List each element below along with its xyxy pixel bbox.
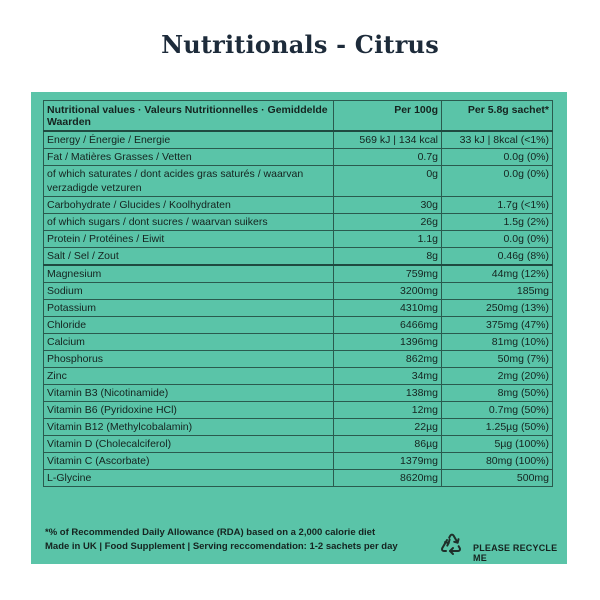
nutrient-name: Vitamin B3 (Nicotinamide) (44, 385, 334, 402)
value-per-100g: 8g (334, 248, 442, 266)
table-row (44, 214, 553, 231)
nutrient-name: Carbohydrate / Glucides / Koolhydraten (44, 197, 334, 214)
nutrient-name: Magnesium (44, 265, 334, 283)
table-row (44, 334, 553, 351)
made-in-uk-note: Made in UK | Food Supplement | Serving reccomendation: 1-2 sachets per day (45, 541, 398, 552)
value-per-sachet: 1.7g (<1%) (442, 197, 553, 214)
nutrient-name: of which saturates / dont acides gras saturés / waarvan verzadigde vetzuren (44, 166, 334, 197)
value-per-sachet: 1.25µg (50%) (442, 419, 553, 436)
table-row (44, 317, 553, 334)
value-per-sachet: 375mg (47%) (442, 317, 553, 334)
value-per-100g: 138mg (334, 385, 442, 402)
value-per-sachet: 44mg (12%) (442, 265, 553, 283)
nutrient-name: Salt / Sel / Zout (44, 248, 334, 266)
nutrient-name: Vitamin B12 (Methylcobalamin) (44, 419, 334, 436)
table-row (44, 368, 553, 385)
value-per-100g: 22µg (334, 419, 442, 436)
nutrient-name: Calcium (44, 334, 334, 351)
nutrient-name: Phosphorus (44, 351, 334, 368)
nutrient-name: Energy / Énergie / Energie (44, 131, 334, 149)
value-per-100g: 0.7g (334, 149, 442, 166)
table-row (44, 385, 553, 402)
table-row (44, 166, 553, 197)
nutrient-name: Potassium (44, 300, 334, 317)
table-row (44, 131, 553, 149)
value-per-100g: 8620mg (334, 470, 442, 487)
table-row (44, 197, 553, 214)
recycle-icon (439, 532, 463, 556)
value-per-sachet: 50mg (7%) (442, 351, 553, 368)
value-per-100g: 3200mg (334, 283, 442, 300)
value-per-sachet: 500mg (442, 470, 553, 487)
table-row (44, 231, 553, 248)
value-per-100g: 26g (334, 214, 442, 231)
value-per-100g: 1.1g (334, 231, 442, 248)
value-per-sachet: 81mg (10%) (442, 334, 553, 351)
value-per-sachet: 0.0g (0%) (442, 149, 553, 166)
nutrient-name: Sodium (44, 283, 334, 300)
recycle-label: PLEASE RECYCLE ME (473, 543, 558, 563)
table-row (44, 283, 553, 300)
header-per-100g: Per 100g (334, 101, 442, 132)
value-per-100g: 30g (334, 197, 442, 214)
value-per-sachet: 0.0g (0%) (442, 166, 553, 197)
value-per-sachet: 1.5g (2%) (442, 214, 553, 231)
value-per-100g: 1379mg (334, 453, 442, 470)
value-per-sachet: 2mg (20%) (442, 368, 553, 385)
value-per-100g: 12mg (334, 402, 442, 419)
value-per-sachet: 8mg (50%) (442, 385, 553, 402)
value-per-sachet: 0.46g (8%) (442, 248, 553, 266)
value-per-100g: 759mg (334, 265, 442, 283)
nutrient-name: Vitamin C (Ascorbate) (44, 453, 334, 470)
nutrient-name: Zinc (44, 368, 334, 385)
page-title: Nutritionals - Citrus (161, 30, 439, 59)
value-per-100g: 34mg (334, 368, 442, 385)
value-per-sachet: 0.7mg (50%) (442, 402, 553, 419)
table-row (44, 351, 553, 368)
nutrient-name: Protein / Protéines / Eiwit (44, 231, 334, 248)
rda-note: *% of Recommended Daily Allowance (RDA) based on a 2,000 calorie diet (45, 527, 376, 538)
nutrient-name: Chloride (44, 317, 334, 334)
table-row (44, 300, 553, 317)
table-row (44, 248, 553, 266)
value-per-100g: 4310mg (334, 300, 442, 317)
nutrient-name: L-Glycine (44, 470, 334, 487)
table-row (44, 419, 553, 436)
value-per-sachet: 5µg (100%) (442, 436, 553, 453)
nutrient-name: of which sugars / dont sucres / waarvan suikers (44, 214, 334, 231)
table-header-row (44, 101, 553, 132)
nutrient-name: Fat / Matières Grasses / Vetten (44, 149, 334, 166)
value-per-sachet: 185mg (442, 283, 553, 300)
value-per-sachet: 33 kJ | 8kcal (<1%) (442, 131, 553, 149)
nutrition-table (43, 100, 553, 487)
table-row (44, 453, 553, 470)
header-per-sachet: Per 5.8g sachet* (442, 101, 553, 132)
value-per-sachet: 0.0g (0%) (442, 231, 553, 248)
table-row (44, 436, 553, 453)
table-row (44, 470, 553, 487)
value-per-100g: 862mg (334, 351, 442, 368)
nutrient-name: Vitamin B6 (Pyridoxine HCl) (44, 402, 334, 419)
nutrition-panel (31, 92, 567, 564)
table-row (44, 402, 553, 419)
nutrient-name: Vitamin D (Cholecalciferol) (44, 436, 334, 453)
value-per-100g: 86µg (334, 436, 442, 453)
table-row (44, 149, 553, 166)
value-per-100g: 0g (334, 166, 442, 197)
value-per-100g: 569 kJ | 134 kcal (334, 131, 442, 149)
value-per-100g: 1396mg (334, 334, 442, 351)
value-per-sachet: 250mg (13%) (442, 300, 553, 317)
value-per-sachet: 80mg (100%) (442, 453, 553, 470)
header-nutritional-values: Nutritional values · Valeurs Nutritionnelles · Gemiddelde Waarden (44, 101, 334, 132)
value-per-100g: 6466mg (334, 317, 442, 334)
table-row (44, 265, 553, 283)
